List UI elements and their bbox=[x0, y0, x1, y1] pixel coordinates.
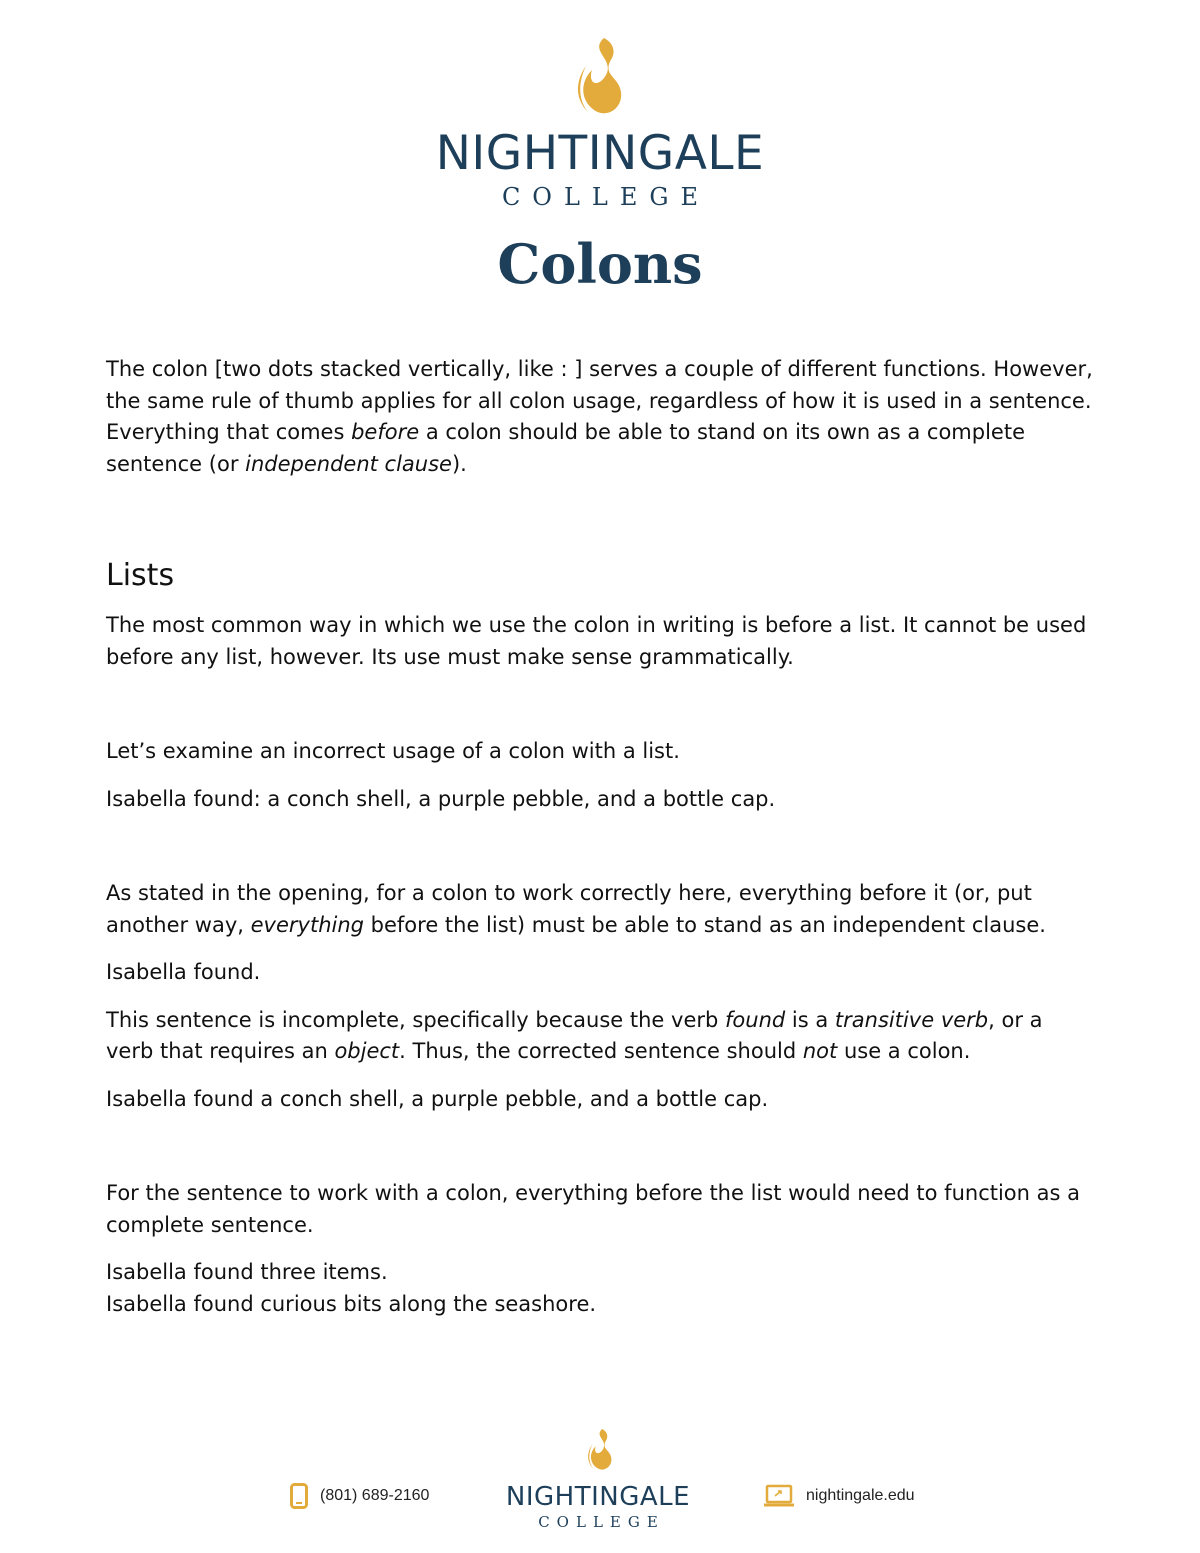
paragraph-transitive: This sentence is incomplete, specifically because the verb found is a transitive verb, or a verb that requires an object. Thus, the corrected sentence should not use a colon. bbox=[106, 1007, 1043, 1063]
footer-brand-name: NIGHTINGALE bbox=[505, 1482, 691, 1512]
website-link: nightingale.edu bbox=[806, 1487, 915, 1504]
paragraph-list-intro: The most common way in which we use the colon in writing is before a list. It cannot be used before any list, however. Its use must make sense grammatically. bbox=[106, 613, 1087, 669]
footer bbox=[0, 1420, 1200, 1553]
footer-website[interactable] bbox=[764, 1482, 915, 1510]
emphasis-everything: everything bbox=[250, 912, 364, 937]
footer-flame-icon bbox=[586, 1426, 614, 1474]
phone-number: (801) 689-2160 bbox=[320, 1487, 430, 1504]
paragraph-examine: Let’s examine an incorrect usage of a colon with a list. bbox=[106, 739, 680, 763]
brand-name: NIGHTINGALE bbox=[435, 126, 765, 181]
brand-subtitle: COLLEGE bbox=[501, 183, 711, 211]
laptop-icon bbox=[764, 1484, 794, 1508]
example-three-items: Isabella found three items. bbox=[106, 1260, 388, 1284]
section-heading-lists: Lists bbox=[106, 558, 175, 593]
emphasis-before: before bbox=[351, 420, 420, 444]
page-title: Colons bbox=[497, 232, 703, 296]
footer-brand-subtitle: COLLEGE bbox=[538, 1513, 665, 1531]
example-seashore: Isabella found curious bits along the seashore. bbox=[106, 1291, 597, 1316]
document-body bbox=[106, 354, 1096, 1320]
example-corrected: Isabella found a conch shell, a purple pebble, and a bottle cap. bbox=[106, 1086, 769, 1111]
example-fragment: Isabella found. bbox=[106, 960, 261, 984]
footer-logo bbox=[498, 1426, 698, 1536]
intro-paragraph: The colon [two dots stacked vertically, like : ] serves a couple of different functions. However, the same rule of thumb applies for all colon usage, regardless of how it is used in a sentence. Everything that comes before a colon should be able to stand on its own as a complete sentence (or independent clause). bbox=[106, 357, 1093, 476]
paragraph-complete-sentence: For the sentence to work with a colon, everything before the list would need to function as a complete sentence. bbox=[106, 1181, 1080, 1237]
paragraph-opening-rule: As stated in the opening, for a colon to work correctly here, everything before it (or, put another way, everything before the list) must be able to stand as an independent clause. bbox=[106, 881, 1046, 937]
example-incorrect: Isabella found: a conch shell, a purple pebble, and a bottle cap. bbox=[106, 786, 776, 811]
flame-logo-icon bbox=[574, 36, 626, 118]
header-logo bbox=[432, 36, 768, 211]
phone-icon bbox=[290, 1483, 308, 1509]
footer-phone[interactable] bbox=[290, 1482, 429, 1510]
emphasis-independent-clause: independent clause bbox=[245, 451, 452, 476]
